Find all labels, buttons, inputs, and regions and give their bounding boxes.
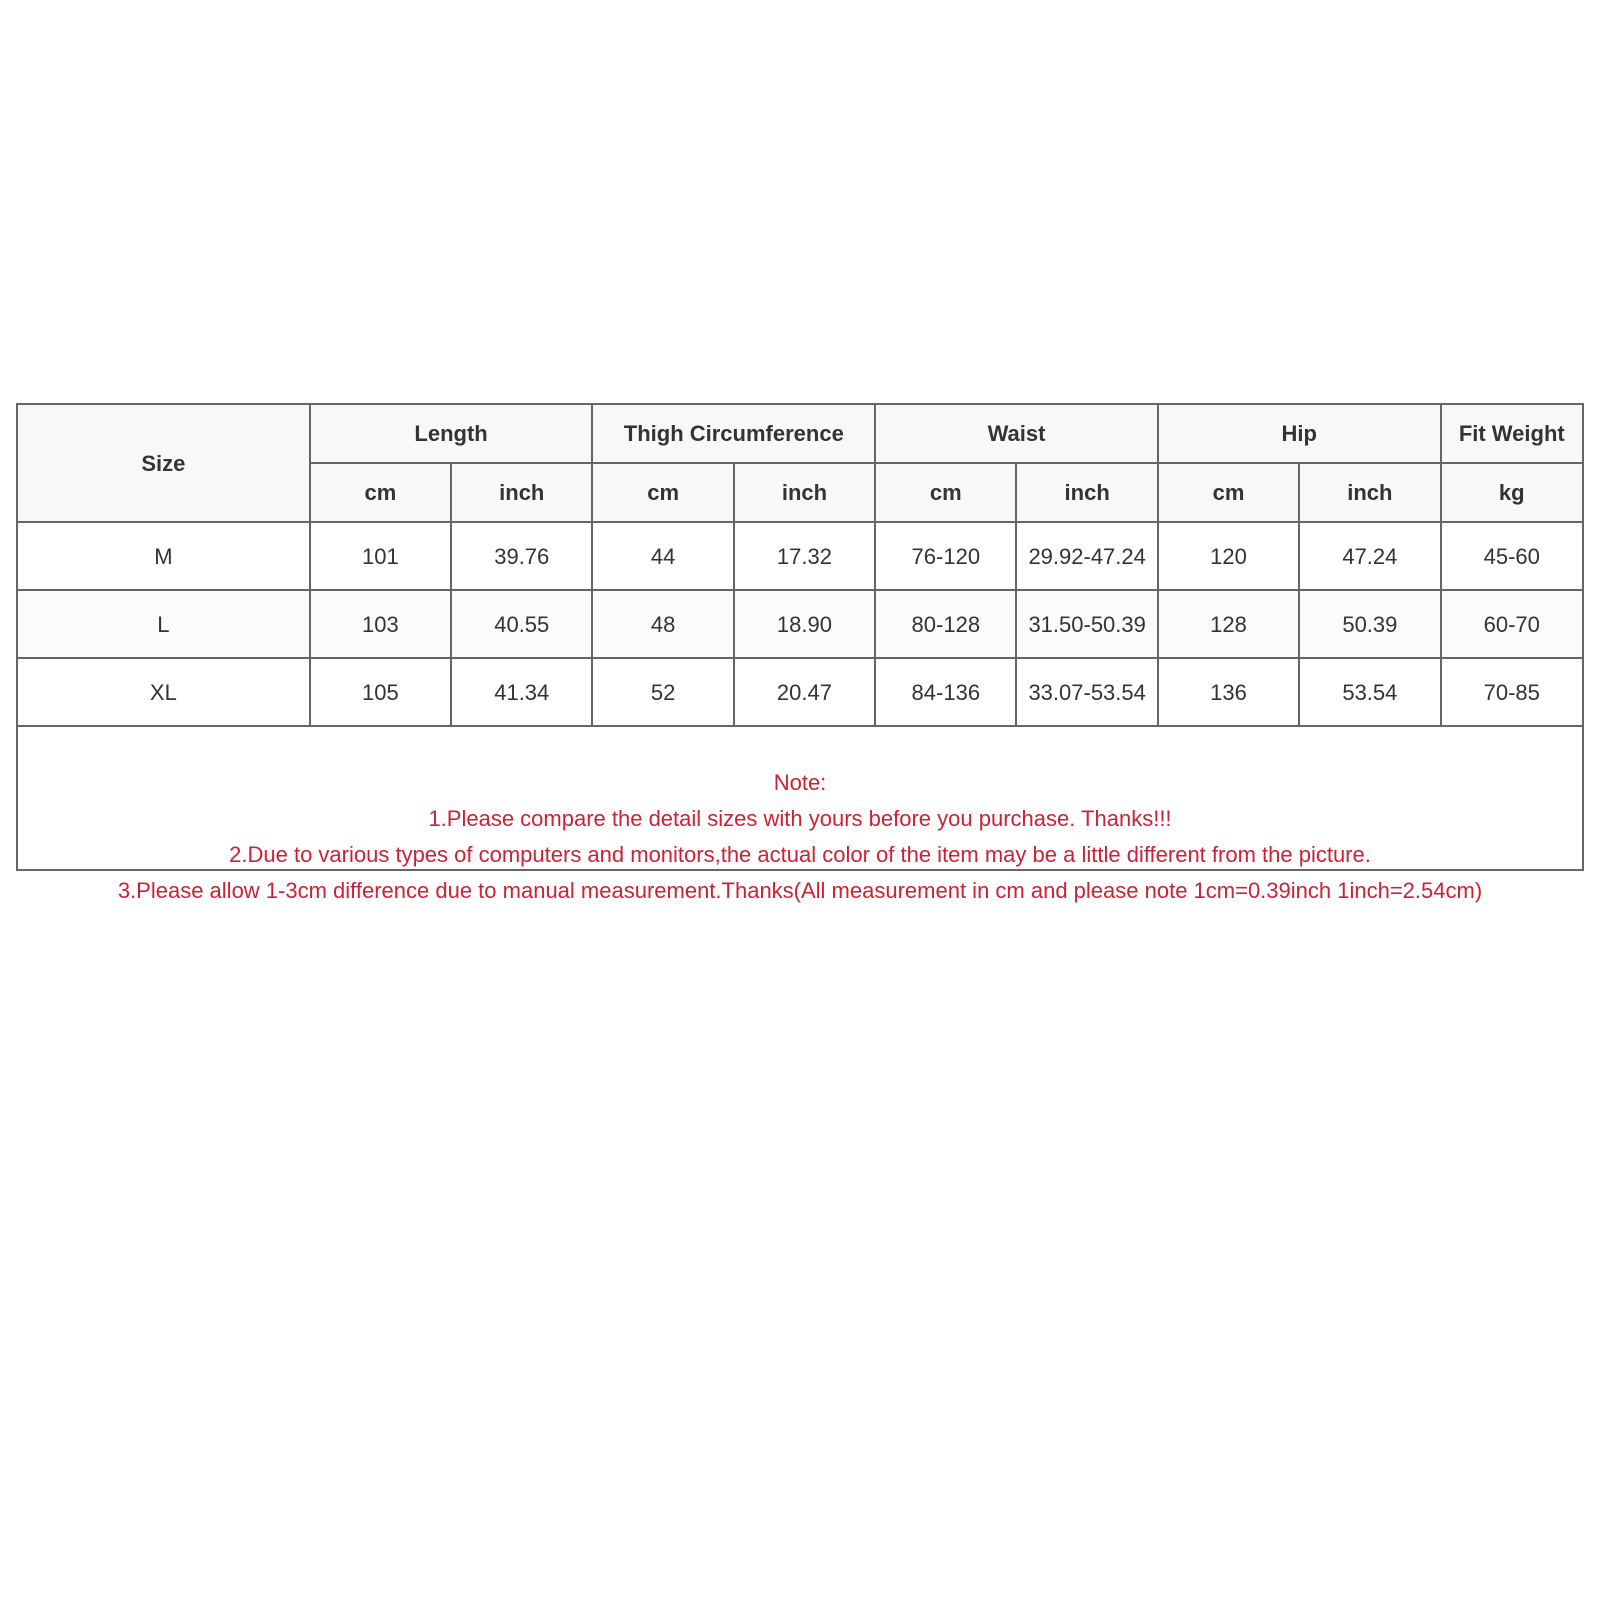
table-cell: 136 bbox=[1158, 658, 1299, 726]
table-cell: 47.24 bbox=[1299, 522, 1440, 590]
table-cell: 105 bbox=[310, 658, 451, 726]
table-cell: 39.76 bbox=[451, 522, 592, 590]
note-title: Note: bbox=[773, 770, 827, 795]
size-cell: XL bbox=[18, 658, 310, 726]
table-cell: 41.34 bbox=[451, 658, 592, 726]
size-header: Size bbox=[18, 405, 310, 522]
unit-header: kg bbox=[1441, 463, 1582, 522]
table-cell: 120 bbox=[1158, 522, 1299, 590]
group-header-row bbox=[18, 405, 1582, 463]
table-cell: 17.32 bbox=[734, 522, 875, 590]
unit-header: cm bbox=[875, 463, 1016, 522]
table-row bbox=[18, 658, 1582, 726]
note-line: 2.Due to various types of computers and monitors,the actual color of the item may be a little different from the picture. bbox=[229, 842, 1371, 867]
unit-header: cm bbox=[310, 463, 451, 522]
unit-header: inch bbox=[1016, 463, 1157, 522]
table-cell: 20.47 bbox=[734, 658, 875, 726]
unit-header: cm bbox=[1158, 463, 1299, 522]
table-cell: 103 bbox=[310, 590, 451, 658]
table-cell: 70-85 bbox=[1441, 658, 1582, 726]
size-cell: M bbox=[18, 522, 310, 590]
table-cell: 31.50-50.39 bbox=[1016, 590, 1157, 658]
table-cell: 52 bbox=[592, 658, 733, 726]
group-header-thigh: Thigh Circumference bbox=[592, 405, 875, 463]
table-row bbox=[18, 590, 1582, 658]
unit-header: cm bbox=[592, 463, 733, 522]
table-cell: 45-60 bbox=[1441, 522, 1582, 590]
notes-section bbox=[18, 727, 1582, 903]
group-header-fit-weight: Fit Weight bbox=[1441, 405, 1582, 463]
table-cell: 101 bbox=[310, 522, 451, 590]
table-cell: 40.55 bbox=[451, 590, 592, 658]
unit-header: inch bbox=[1299, 463, 1440, 522]
group-header-hip: Hip bbox=[1158, 405, 1441, 463]
table-cell: 29.92-47.24 bbox=[1016, 522, 1157, 590]
table-cell: 33.07-53.54 bbox=[1016, 658, 1157, 726]
note-line: 1.Please compare the detail sizes with yours before you purchase. Thanks!!! bbox=[428, 806, 1172, 831]
unit-header: inch bbox=[734, 463, 875, 522]
group-header-waist: Waist bbox=[875, 405, 1158, 463]
size-cell: L bbox=[18, 590, 310, 658]
table-cell: 128 bbox=[1158, 590, 1299, 658]
table-cell: 84-136 bbox=[875, 658, 1016, 726]
table-cell: 44 bbox=[592, 522, 733, 590]
table-cell: 50.39 bbox=[1299, 590, 1440, 658]
size-table bbox=[18, 405, 1582, 727]
table-cell: 48 bbox=[592, 590, 733, 658]
table-cell: 60-70 bbox=[1441, 590, 1582, 658]
group-header-length: Length bbox=[310, 405, 593, 463]
unit-header: inch bbox=[451, 463, 592, 522]
table-cell: 18.90 bbox=[734, 590, 875, 658]
table-cell: 80-128 bbox=[875, 590, 1016, 658]
note-line: 3.Please allow 1-3cm difference due to manual measurement.Thanks(All measurement in cm and please note 1cm=0.39inch 1inch=2.54cm) bbox=[117, 878, 1483, 903]
table-cell: 53.54 bbox=[1299, 658, 1440, 726]
table-cell: 76-120 bbox=[875, 522, 1016, 590]
size-chart bbox=[16, 403, 1584, 903]
table-row bbox=[18, 522, 1582, 590]
